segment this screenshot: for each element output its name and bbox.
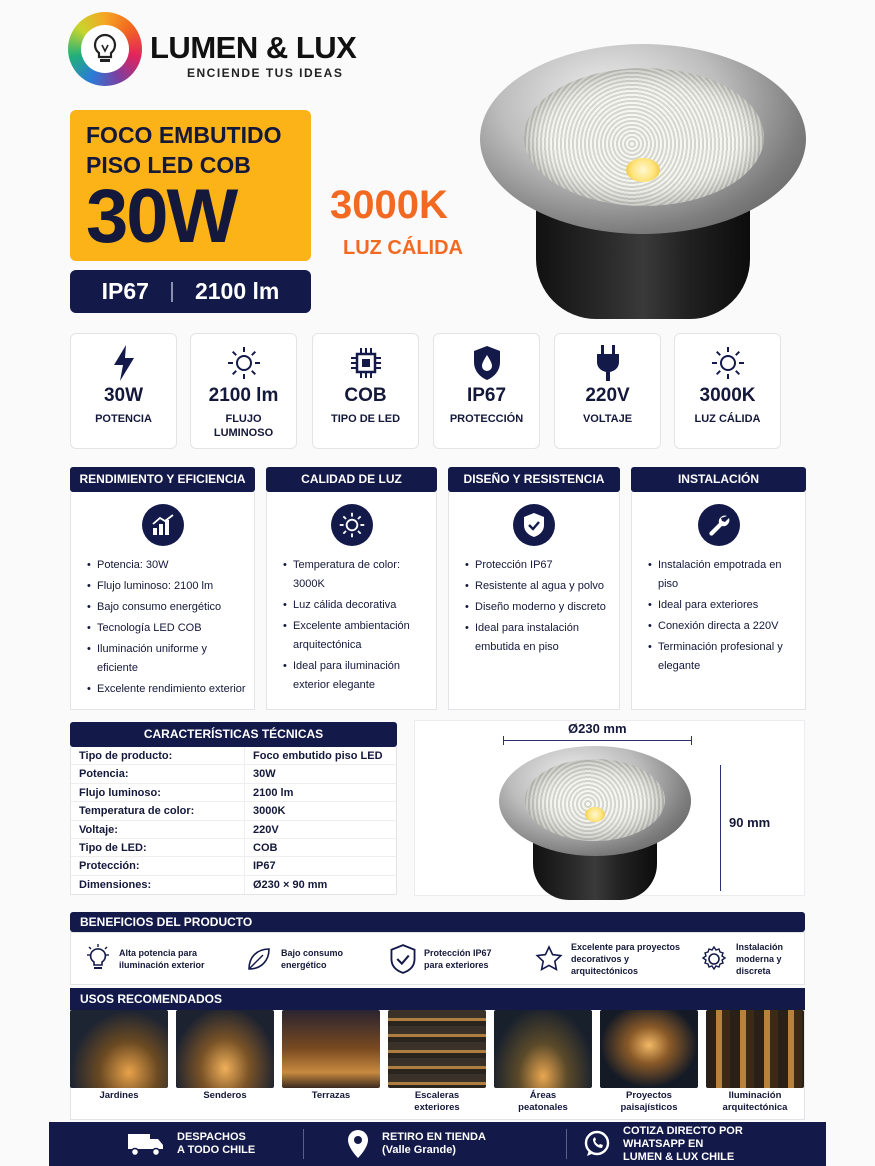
bolt-icon [104,343,144,383]
shield-check-icon [390,944,416,974]
use-label: Jardines [99,1090,139,1101]
use-label: Iluminación arquitectónica [722,1090,788,1113]
spec-label: PROTECCIÓN [449,413,524,425]
benefit-item [231,945,376,973]
benefit-text: Alta potencia para iluminación exterior [119,947,205,970]
table-value: Foco embutido piso LED [253,750,383,762]
diameter-label: Ø230 mm [568,721,627,736]
table-key: Protección: [71,857,245,874]
spec-card-warm-light [674,333,781,449]
table-row [71,802,396,820]
light-type: LUZ CÁLIDA [343,237,463,259]
spec-value: 2100 lm [208,385,279,406]
table-key: Dimensiones: [71,876,245,894]
chart-icon [142,504,184,546]
use-photo-stairs [388,1010,486,1088]
chip-icon [346,343,386,383]
benefit-text: Excelente para proyectos decorativos y arquitectónicos [571,941,681,976]
benefit-text: Bajo consumo energético [281,947,344,970]
use-photo-paths [176,1010,274,1088]
list-item: • Diseño moderno y discreto [465,598,611,617]
spec-card-protection [433,333,540,449]
benefit-item [71,944,231,974]
divider [171,282,173,302]
brand-tagline: ENCIENDE TUS IDEAS [187,66,344,80]
color-temperature: 3000K [330,183,448,227]
table-key: Temperatura de color: [71,802,245,819]
title-line-1: FOCO EMBUTIDO [86,122,282,148]
list-item: • Ideal para iluminación exterior elegante [283,657,428,695]
wrench-icon [698,504,740,546]
use-label: Senderos [203,1090,247,1101]
list-item: • Excelente ambientación arquitectónica [283,617,428,655]
spec-card-flux [190,333,297,449]
table-row [71,876,396,894]
benefit-text: Instalación moderna y discreta [736,941,784,976]
product-image-small [499,746,691,901]
sun-icon [331,504,373,546]
table-key: Tipo de LED: [71,839,245,856]
spec-value: 3000K [699,385,756,406]
feature-column-design [448,492,620,710]
footer-whatsapp[interactable] [567,1125,743,1164]
footer-shipping [49,1131,303,1157]
table-row [71,821,396,839]
table-value: 2100 lm [253,786,294,799]
diameter-line [503,740,691,741]
table-key: Voltaje: [71,821,245,838]
brand-logo [68,12,142,86]
footer-pickup [304,1129,566,1159]
spec-value: 220V [585,385,630,406]
height-label: 90 mm [729,815,771,830]
use-photo-landscape [600,1010,698,1088]
use-label: Proyectos paisajísticos [620,1090,678,1113]
table-key: Tipo de producto: [71,747,245,764]
feature-column-light-quality [266,492,437,710]
use-photo-terraces [282,1010,380,1088]
list-item: • Ideal para instalación embutida en piso [465,619,611,657]
sun-icon [224,343,264,383]
use-photo-architecture [706,1010,804,1088]
table-row [71,784,396,802]
table-row [71,839,396,857]
use-photo-gardens [70,1010,168,1088]
dimensions-diagram [414,720,805,896]
bulb-icon [90,32,120,66]
benefit-item [686,941,804,977]
list-item: • Luz cálida decorativa [283,596,428,615]
shield-check-icon [513,504,555,546]
spec-value: COB [344,385,387,406]
plug-icon [588,343,628,383]
tech-table [70,747,397,895]
benefit-text: Protección IP67 para exteriores [424,947,492,970]
use-label: Áreas peatonales [518,1090,568,1113]
benefit-item [376,944,521,974]
list-item: • Resistente al agua y polvo [465,577,611,596]
brand-name: LUMEN & LUX [150,30,357,65]
title-wattage: 30W [86,174,237,259]
table-row [71,857,396,875]
spec-label: TIPO DE LED [330,413,401,425]
title-line-2: PISO LED COB [86,152,251,178]
list-item: • Bajo consumo energético [87,598,246,617]
spec-card-voltage [554,333,661,449]
bulb-icon [85,944,111,974]
list-item: • Protección IP67 [465,556,611,575]
diameter-tick-right [691,736,692,745]
list-item: • Tecnología LED COB [87,619,246,638]
list-item: • Temperatura de color: 3000K [283,556,428,594]
location-pin-icon [346,1129,370,1159]
list-item: • Conexión directa a 220V [648,617,797,636]
benefit-item [521,941,686,977]
drop-shield-icon [467,343,507,383]
benefits-row [70,932,805,985]
footer-text: RETIRO EN TIENDA (Valle Grande) [382,1131,486,1156]
list-item: • Excelente rendimiento exterior [87,680,246,699]
gear-icon [700,945,728,973]
table-value: 30W [253,768,276,781]
list-item: • Iluminación uniforme y eficiente [87,640,246,678]
product-image [480,44,806,324]
footer-text: DESPACHOS A TODO CHILE [177,1131,256,1156]
list-item: • Ideal para exteriores [648,596,797,615]
table-value: COB [253,841,278,854]
spec-value: 30W [103,385,144,406]
table-row [71,765,396,783]
whatsapp-icon [583,1130,611,1158]
table-row [71,747,396,765]
spec-bar-lumens: 2100 lm [194,278,280,304]
use-label: Terrazas [311,1090,351,1101]
table-value: Ø230 × 90 mm [253,878,328,891]
feature-header-performance: RENDIMIENTO Y EFICIENCIA [70,467,255,492]
spec-label: FLUJO LUMINOSO [213,413,274,439]
benefits-header: BENEFICIOS DEL PRODUCTO [70,912,805,932]
list-item: • Potencia: 30W [87,556,246,575]
uses-header: USOS RECOMENDADOS [70,988,805,1010]
spec-value: IP67 [466,385,507,406]
star-icon [535,945,563,973]
footer [49,1122,826,1166]
table-value: 3000K [253,805,286,818]
table-value: 220V [253,823,279,836]
height-line [720,765,721,891]
sun-icon [708,343,748,383]
feature-header-light-quality: CALIDAD DE LUZ [266,467,437,492]
feature-column-installation [631,492,806,710]
leaf-icon [245,945,273,973]
spec-card-power [70,333,177,449]
truck-icon [127,1131,165,1157]
list-item: • Instalación empotrada en piso [648,556,797,594]
footer-text: COTIZA DIRECTO POR WHATSAPP EN LUMEN & LUX CHILE [623,1124,743,1163]
spec-label: POTENCIA [95,413,152,425]
list-item: • Flujo luminoso: 2100 lm [87,577,246,596]
spec-card-led-type [312,333,419,449]
title-box [70,110,311,261]
feature-column-performance [70,492,255,710]
use-photo-walkways [494,1010,592,1088]
list-item: • Terminación profesional y elegante [648,638,797,676]
tech-header: CARACTERÍSTICAS TÉCNICAS [70,722,397,747]
use-label: Escaleras exteriores [414,1090,460,1113]
table-value: IP67 [253,860,276,873]
spec-label: VOLTAJE [582,413,633,425]
diameter-tick-left [503,736,504,745]
spec-label: LUZ CÁLIDA [694,413,761,425]
table-key: Flujo luminoso: [71,784,245,801]
spec-bar [70,270,311,313]
table-key: Potencia: [71,765,245,782]
feature-header-installation: INSTALACIÓN [631,467,806,492]
feature-header-design: DISEÑO Y RESISTENCIA [448,467,620,492]
spec-bar-ip: IP67 [101,278,149,304]
